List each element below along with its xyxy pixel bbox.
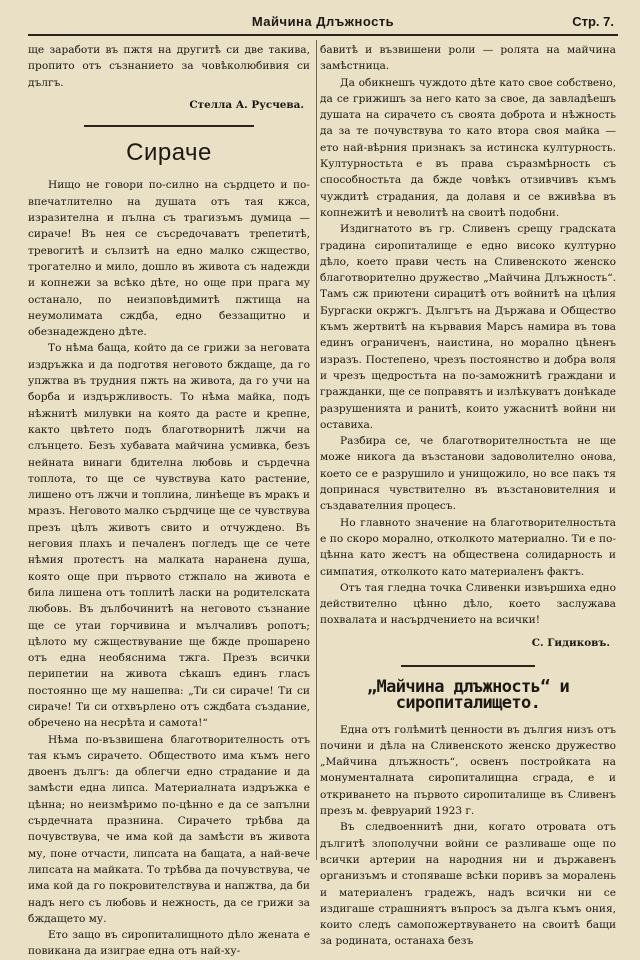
page-number: Стр. 7. xyxy=(572,14,614,29)
left-column xyxy=(28,42,310,958)
paragraph: То нѣма баща, който да се грижи за неговата издръжка и да подготвя неговото бждаще, да го упжтва въ трудния пжть на живота, да го учи на борба и издържливость. То нѣма майка, подъ нѣжнитѣ милувки на която да расте и крепне, както цвѣтето подъ благотворнитѣ лжчи на слънцето. Безъ хубавата майчина усмивка, безъ нейната винаги бдителна любовь и сърдечна топлота, то ще се чувствува като растение, лишено отъ лжчи и топлина, линѣеще въ мракъ и мразъ. Неговото малко сърдчице ще се чувствува презъ цѣлъ животъ свито и отчуждено. Въ неговия плахъ и печаленъ погледъ ще се чете нѣмия протестъ на малката наранена душа, която още при първото стжпало на живота е била лишена отъ топлитѣ ласки на родителската любовь. Въ дълбочинитѣ на неговото съзнание ще се утаи горчивина и мълчаливъ ропотъ; цѣлото му сжществувание ще бжде прошарено отъ една необяснима тжга. Презъ всички перипетии на живота сѣкашъ единъ гласъ постоянно ще му нашепва: „Ти си сираче! Ти си сираче! Ти си отхвърлено отъ сждбата създание, обречено на несрѣта и самота!“ xyxy=(28,342,310,730)
paragraph: Нищо не говори по-силно на сърдцето и по-впечатлително на душата отъ тая кжса, изразителна и пълна съ трагизъмъ думица — сираче! Въ нея се съсредочаватъ трепетитѣ, тревогитѣ и сълзитѣ на едно малко сжщество, трогателно и мило, дошло въ живота съ надежди и копнежи за всѣко дѣте, но още при прага му останало, по неизповѣдимитѣ пжтища на неумолимата сждба, едно беззащитно и обезнадеждено дѣте. xyxy=(28,179,310,339)
journal-title: Майчина Длъжность xyxy=(251,14,395,29)
paragraph: Една отъ голѣмитѣ ценности въ дългия низъ отъ почини и дѣла на Сливенското женско дружество „Майчина длъжность“, освенъ постройката на монументалната сиропиталищна сграда, е и откриването на първото сиропиталище въ Сливенъ презъ м. февруарий 1923 г. xyxy=(320,723,616,818)
column-divider xyxy=(316,40,317,860)
paragraph: Разбира се, че благотворителностьта не ще може никога да възстанови задоволително онова, което се е разрушило и унищожило, но все пакъ тя допринася чувствително въ възстановителния и създавателния процесъ. xyxy=(320,435,616,513)
author-signature: С. Гидиковъ. xyxy=(531,636,610,649)
paragraph: Да обикнешъ чуждото дѣте като свое собствено, да се грижишъ за него като за свое, да завладѣешъ душата на сирачето съ своята доброта и нѣжность да за те почувствува то като втора своя майка — ето най-вѣрния признакъ за истинска културность. Културностьта е въ права съразмѣрность съ способностьта да бжде човѣкъ отзивчивъ къмъ чуждитѣ страдания, да долавя и се вживѣва въ копнежитѣ и неволитѣ на своитѣ подобни. xyxy=(320,76,616,219)
paragraph: Въ следвоеннитѣ дни, когато отровата отъ дългитѣ злополучни войни се разливаше още по всички артерии на народния ни и държавенъ организъмъ и стопяваше всѣки поривъ за моралень и материаленъ градежъ, надъ всички ни се издигаше страшниятъ въпросъ за дълга къмъ ония, които следъ самопожертвуването на своитѣ бащи за родината, останаха безъ xyxy=(320,821,616,948)
article-separator xyxy=(84,125,253,127)
paragraph: Нѣма по-възвишена благотворителность отъ тая къмъ сирачето. Обществото има къмъ него двоенъ дългъ: да облегчи едно страдание и да замѣсти една липса. Материалната издръжка е цѣнна; но неизмѣримо по-цѣнно е да се запълни сърдечната празнина. Сирачето трѣбва да почувствува, че има кой да замѣсти въ живота му, поне отчасти, липсата на бащата, а най-вече липсата на майката. То трѣбва да почувствува, че има кой да го покровителствува и напжтва, да би надъ него съ любовь и нежность, да се грижи за бждащето му. xyxy=(28,733,310,925)
article-title: Сираче xyxy=(126,139,212,167)
article-title: „Майчина длъжность“ и сиропиталището. xyxy=(366,676,570,714)
right-column xyxy=(320,42,616,948)
paragraph: Отъ тая гледна точка Сливенки извършиха едно действително цѣнно дѣло, което заслужава похвалата и насърдчението на всички! xyxy=(320,581,616,627)
paragraph: Но главното значение на благотворителностьта е по скоро морално, отколкото материално. Ти е по-цѣнна като жестъ на обществена солидарность и симпатия, отколкото като материаленъ фактъ. xyxy=(320,516,616,578)
continued-paragraph: ще заработи въ пжтя на другитѣ си две такива, пропито отъ съзнанието за човѣколюбивия си дългъ. xyxy=(28,44,310,89)
paragraph: Издигнатото въ гр. Сливенъ срещу градската градина сиропиталище е едно високо културно дѣло, което прави честь на Сливенското женско благотворително дружество „Майчина Длъжность“. Тамъ сж приютени сирацитѣ отъ войнитѣ на цѣлия Бургаски окржгъ. Дългътъ на Държава и Общество къмъ жертвитѣ на кървавия Марсъ намира въ това единъ ограниченъ, наистина, но морално цѣненъ изразъ. Постепено, чрезъ постоянство и добра воля и чрезъ щедростьта на по-заможнитѣ граждани и гражданки, ще се поправятъ и излѣкуватъ донѣкаде разрушенията и ранитѣ, които ужаснитѣ войни ни оставиха. xyxy=(320,223,616,431)
running-header xyxy=(28,8,618,36)
continued-paragraph: бавитѣ и възвишени роли — ролята на майчина замѣстница. xyxy=(320,44,616,73)
author-signature: Стелла А. Русчева. xyxy=(189,98,304,111)
paragraph: Ето защо въ сиропиталищното дѣло жената е повикана да изиграе една отъ най-ху- xyxy=(28,929,310,958)
article-separator xyxy=(401,665,534,667)
